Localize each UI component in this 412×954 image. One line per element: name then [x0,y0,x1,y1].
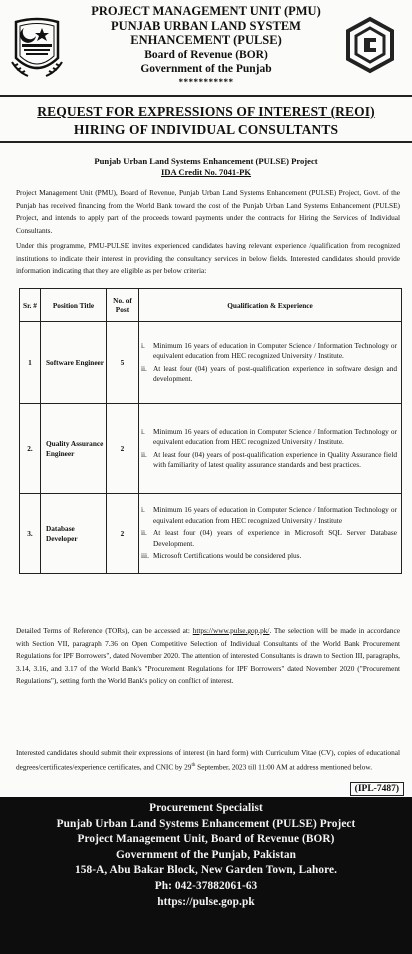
row-sr: 3. [20,494,41,574]
footer-govt: Government of the Punjab, Pakistan [115,848,297,861]
project-name: Punjab Urban Land Systems Enhancement (PULSE) Project [94,156,318,166]
item-text: Microsoft Certifications would be considered plus. [153,551,302,561]
header-bor: Board of Revenue (BOR) [144,48,268,61]
row-position: Software Engineer [41,322,107,404]
table-header-row [20,289,402,322]
table-row [20,494,402,574]
header-pmu: PROJECT MANAGEMENT UNIT (PMU) [91,4,321,18]
row-position: Database Developer [41,494,107,574]
footer-phone: Ph: 042-37882061-63 [154,879,258,892]
row-posts: 2 [107,494,139,574]
col-position: Position Title [41,289,107,322]
terms-paragraph [16,625,400,688]
row-qualification [139,494,402,574]
item-text: At least four (04) years of post-qualification experience in software design and development. [153,363,397,383]
row-posts: 2 [107,404,139,494]
col-qualification: Qualification & Experience [139,289,402,322]
footer-website[interactable]: https://pulse.gop.pk [157,895,255,908]
programme-paragraph: Under this programme, PMU-PULSE invites experienced candidates having relevant experience /qualification from recognized institutions to indicate their interest in providing the consultancy services in below fields. Interested candidates should provide information indicating that they are eligible as per below criteria: [16,241,400,275]
submission-text: Interested candidates should submit their expressions of interest (in hard form) with Curriculum Vitae (CV), copies of educational degrees/certificates/experience certificates, and CNIC by 29 [16,748,400,772]
positions-table [19,288,402,574]
header [0,0,412,96]
item-text: At least four (04) years of experience in Microsoft SQL Server Database Development. [153,528,397,548]
row-posts: 5 [107,322,139,404]
footer-title: Procurement Specialist [149,802,263,814]
footer-project: Punjab Urban Land Systems Enhancement (PULSE) Project [56,817,356,830]
item-number: i. [141,426,145,436]
header-enhancement: ENHANCEMENT (PULSE) [130,33,282,48]
row-qualification [139,322,402,404]
punjab-government-logo [8,14,66,80]
intro-paragraph: Project Management Unit (PMU), Board of Revenue, Punjab Urban Land Systems Enhancement (PULSE) Project, Govt. of the Punjab has received financing from the World Bank toward the cost of the Punjab Urban Land Systems Enhancement (PULSE) Project, and intends to apply part of the proceeds toward payments under the contracts for Hiring the Services of Individual Consultants. [16,188,400,235]
terms-text: Detailed Terms of Reference (TORs), can be accessed at: [16,626,193,635]
item-number: iii. [141,551,149,561]
table-row [20,322,402,404]
header-stars: *********** [178,76,234,87]
terms-text-rest: . The selection will be made in accordance with Section VII, paragraph 7.36 on Open Competitive Selection of Individual Consultants of the World Bank Procurement Regulations for IPF Borrowers", dated November 2020. The attention of interested Consultants is drawn to Section III, paragraphs, 3.14, 3.16, and 3.17 of the World Bank's "Procurement Regulations for IPF Borrowers" dated November 2020 ("Procurement Regulations"), setting forth the World Bank's policy on conflict of interest. [16,626,400,686]
item-number: ii. [141,363,147,373]
header-divider [0,95,412,97]
submission-paragraph [16,747,400,774]
header-govt: Government of the Punjab [140,63,272,76]
footer-address: 158-A, Abu Bakar Block, New Garden Town, Lahore. [74,864,338,877]
date-suffix: th [191,762,196,768]
credit-number: IDA Credit No. 7041-PK [160,167,252,177]
tors-link[interactable]: https://www.pulse.gop.pk/ [192,626,270,635]
row-qualification [139,404,402,494]
header-text [72,4,340,87]
contact-footer [0,797,412,954]
row-sr: 1 [20,322,41,404]
project-heading [0,156,412,178]
reoi-title: REQUEST FOR EXPRESSIONS OF INTEREST (REOI) [37,104,375,119]
title-divider [0,141,412,143]
item-number: i. [141,505,145,515]
qualification-item [141,505,397,526]
table-row [20,404,402,494]
qualification-item [141,528,397,549]
submission-text-rest: September, 2023 till 11:00 AM at address mentioned below. [195,762,373,772]
item-number: i. [141,340,145,350]
item-text: At least four (04) years of post-qualification experience in Quality Assurance field with familiarity of latest quality assurance standards and best practices. [153,449,397,469]
item-text: Minimum 16 years of education in Computer Science / Information Technology or equivalent education from HEC recognized University / Institute [153,505,397,525]
col-sr: Sr. # [20,289,41,322]
qualification-item [141,450,397,471]
item-number: ii. [141,449,147,459]
header-punjab-urban: PUNJAB URBAN LAND SYSTEM [111,18,301,33]
item-text: Minimum 16 years of education in Computer Science / Information Technology or equivalent education from HEC recognized University / Institute. [153,340,397,361]
hiring-subtitle: HIRING OF INDIVIDUAL CONSULTANTS [73,122,339,137]
qualification-item [141,341,397,362]
qualification-item [141,364,397,385]
item-number: ii. [141,528,147,538]
qualification-item [141,551,397,561]
row-sr: 2. [20,404,41,494]
qualification-item [141,427,397,448]
item-text: Minimum 16 years of education in Computer Science / Information Technology or equivalent education from HEC recognized University / Institute. [153,426,397,447]
col-posts: No. of Post [107,289,139,322]
footer-pmu: Project Management Unit, Board of Revenue (BOR) [77,833,335,846]
row-position: Quality Assurance Engineer [41,404,107,494]
pulse-logo [344,16,396,74]
ipl-code: (IPL-7487) [350,782,404,796]
